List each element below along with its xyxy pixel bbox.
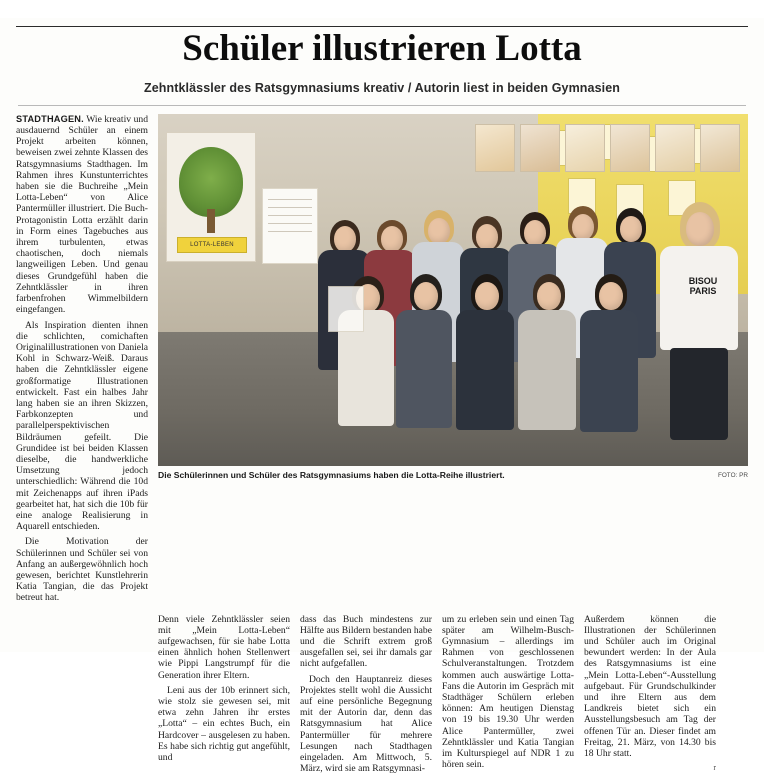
top-rule	[16, 26, 748, 27]
lotta-poster	[166, 132, 256, 262]
photo-credit: FOTO: PR	[717, 471, 748, 479]
poster-label: LOTTA-LEBEN	[177, 237, 247, 253]
photo-caption: Die Schülerinnen und Schüler des Ratsgymnasiums haben die Lotta-Reihe illustriert.	[158, 469, 505, 480]
tree-illustration	[179, 147, 243, 217]
paragraph: um zu erleben sein und einen Tag später am Wilhelm-Busch-Gymnasium – allerdings im Rahmen von geschlossenen Schulveranstaltungen. Trotzdem kommen auch auswärtige Lotta-Fans die Autorin im Gespräch mit Stadthäger Schülern erleben können: Am heutigen Dienstag von 19 bis 19.30 Uhr werden Alice Pantermüller, zwei Zehntklässler und Katia Tangian im Kulturspiegel auf NDR 1 zu hören sein.	[442, 613, 574, 771]
newspaper-page	[0, 18, 764, 775]
column-1-text	[16, 114, 148, 604]
end-mark: r	[713, 763, 716, 773]
page-title: Schüler illustrieren Lotta	[182, 28, 582, 69]
artwork	[700, 124, 740, 172]
paragraph: Außerdem können die Illustrationen der Schülerinnen und Schüler auch im Original bewundert werden: In der Aula des Ratsgymnasiums ist eine „Mein Lotta-Leben“-Ausstellung aufgebaut. Für Grundschulkinder und ihre Eltern aus dem Landkreis bietet sich ein Ausstellungsbesuch am Tag der offenen Tür an. Dieser findet am Freitag, 21. März, von 14.30 bis 18 Uhr statt.	[584, 613, 716, 760]
photo-caption-bar	[158, 470, 748, 481]
tree-trunk	[207, 209, 215, 233]
wall-sheet	[328, 286, 364, 332]
column-2-text	[158, 614, 290, 764]
column-4	[442, 614, 574, 778]
paragraph	[16, 114, 148, 316]
column-2	[158, 614, 290, 778]
artwork	[475, 124, 515, 172]
column-5-text	[584, 614, 716, 760]
paragraph: Die Motivation der Schülerinnen und Schüler sei von Anfang an außergewöhnlich hoch gewesen, berichtet Kunstlehrerin Katia Tangian, die das Projekt betreut hat.	[16, 536, 148, 604]
artwork	[565, 124, 605, 172]
paragraph: Leni aus der 10b erinnert sich, wie stolz sie gewesen sei, mit etwa zehn Jahren ihr erstes „Lotta“ – ein echtes Buch, ein Hardcover – ausgelesen zu haben. Es habe sich richtig gut angefühlt, und	[158, 684, 290, 764]
artwork	[655, 124, 695, 172]
student-person	[454, 274, 516, 430]
paragraph: Denn viele Zehntklässler seien mit „Mein Lotta-Leben“ aufgewachsen, für sie habe Lotta einen ähnlich hohen Stellenwert wie Pippi Langstrumpf für die Generation ihrer Eltern.	[158, 613, 290, 681]
column-1-continued	[16, 614, 148, 778]
article-photo	[158, 114, 748, 466]
photo-column	[158, 114, 748, 608]
wall-sheet	[262, 188, 318, 264]
student-person	[516, 274, 578, 430]
student-person	[578, 274, 640, 432]
divider-under-subhead	[18, 105, 746, 106]
photo-scene	[158, 114, 748, 466]
subheadline: Zehntklässler des Ratsgymnasiums kreativ / Autorin liest in beiden Gymnasien	[143, 80, 621, 95]
artwork	[520, 124, 560, 172]
skirt	[670, 348, 728, 440]
sweater-text: BISOU PARIS	[688, 275, 718, 296]
paragraph: dass das Buch mindestens zur Hälfte aus Bildern bestanden habe und die Schrift extrem groß ausgefallen sei, sei ihr damals gar nicht aufgefallen.	[300, 613, 432, 670]
article-lower-section	[16, 614, 748, 778]
column-3-text	[300, 614, 432, 775]
paragraph: Doch den Hauptanreiz dieses Projektes stellt wohl die Aussicht auf eine persönliche Begegnung mit der Autorin dar, denn das Ratsgymnasium hat Alice Pantermüller für mehrere Lesungen nach Stadthagen eingeladen. Am Mittwoch, 5. März, wird sie am Ratsgymnasi-	[300, 673, 432, 775]
paragraph: Als Inspiration dienten ihnen die schlichten, comichaften Originalillustrationen von Daniela Kohl in Schwarz-Weiß. Daraus haben die Zehntklässler eigene großformatige Illustrationen entwickelt. Fast ein halbes Jahr lang haben sie an ihren Skizzen, Farbkonzepten und parallelperspektivischen Bildräumen gefeilt. Die Grundidee ist bei beiden Klassen dieselbe, die handwerkliche Umsetzung jedoch unterschiedlich: Während die 10d mit Zeichenapps auf ihren iPads gearbeitet hat, hat sich die 10b für eine analoge Realisierung in Aquarell entschieden.	[16, 319, 148, 533]
dateline: STADTHAGEN.	[16, 113, 84, 124]
column-5	[584, 614, 716, 778]
column-3	[300, 614, 432, 778]
article-top-section	[16, 114, 748, 608]
student-person	[394, 274, 454, 428]
paragraph-text: Wie kreativ und ausdauernd Schüler an einem Projekt arbeiten können, beweisen zwei zehnte Klassen des Ratsgymnasiums Stadthagen. Im Rahmen ihres Kunstunterrichtes haben sie die Buchreihe „Mein Lotta-Leben“ von Alice Pantermüller illustriert. Die Buch-Protagonistin Lotta erzählt darin in Form eines Tagebuches aus ihrem turbulenten, etwas chaotischen, doch niemals langweiligen Leben. Und genau dieses Grundgefühl haben die Zehntklässler in ihren farbenfrohen Wimmelbildern eingefangen.	[16, 113, 148, 316]
column-1	[16, 114, 148, 608]
column-4-text	[442, 614, 574, 771]
student-person-sweater	[656, 202, 742, 438]
student-artwork-row	[475, 124, 740, 172]
artwork	[610, 124, 650, 172]
